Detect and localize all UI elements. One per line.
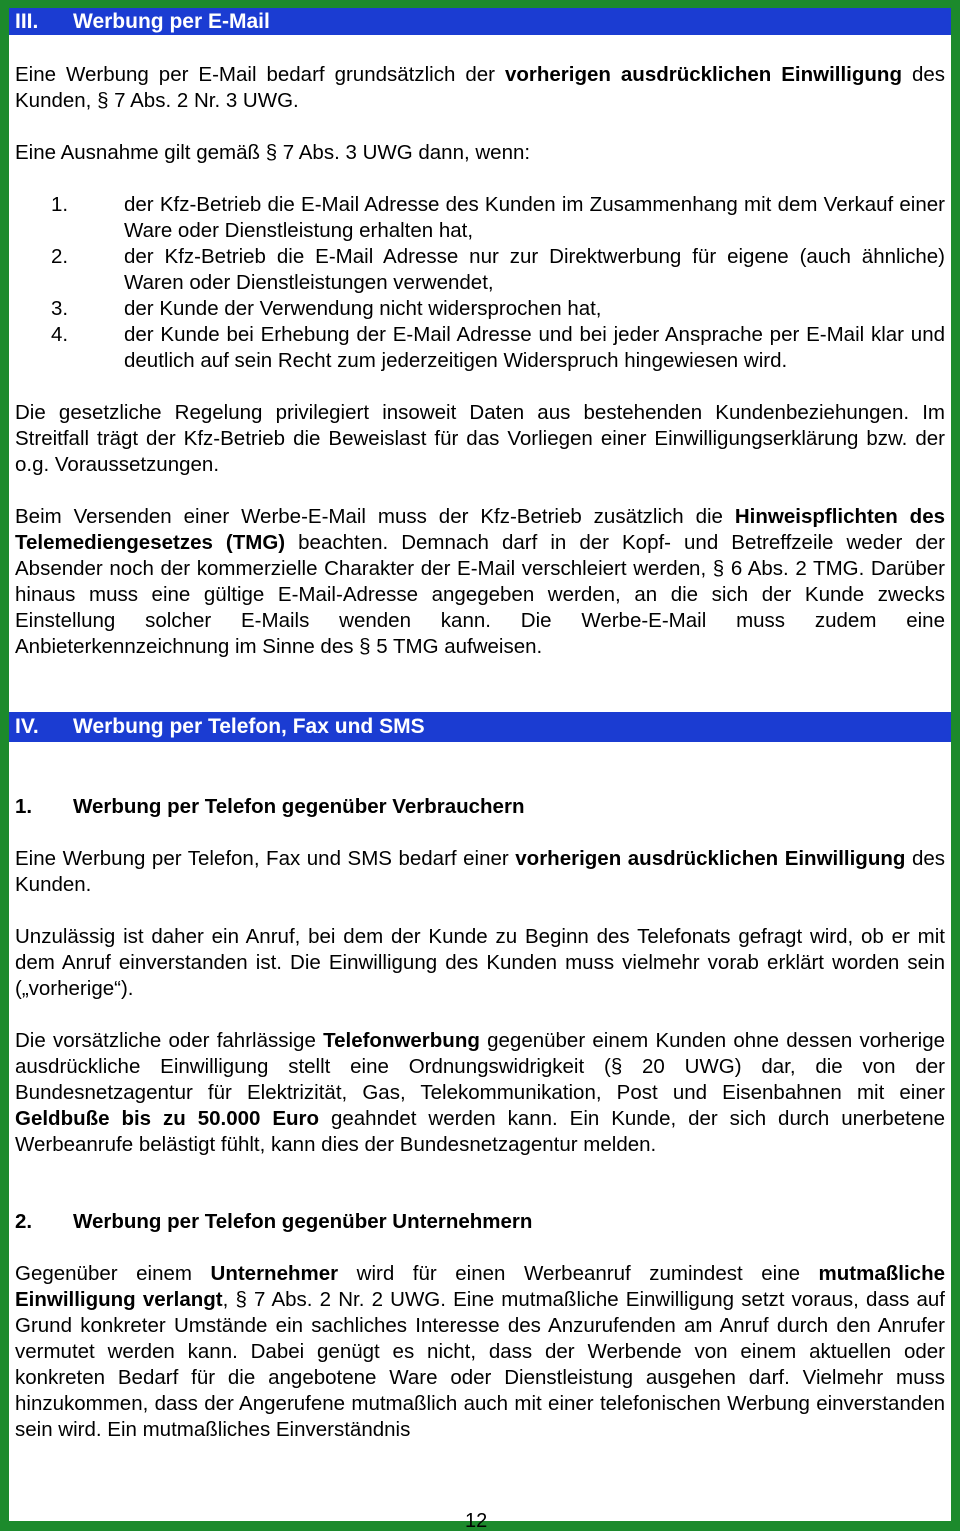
text: geahndet werden kann. Ein Kunde, der sich durch unerbetene Werbeanrufe belästigt fühlt, kann dies der Bundesnetzagentur melden. [15, 1107, 945, 1156]
text: gegenüber einem Kunden ohne dessen vorherige ausdrückliche Einwilligung stellt eine Ordnungswidrigkeit (§ 20 UWG) dar, die von der Bundesnetzagentur für Elektrizität, Gas, Telekommunikation, Post und Eisenbahnen mit einer [15, 1029, 945, 1104]
subsection-number: 2. [15, 1210, 33, 1233]
text: , § 7 Abs. 2 Nr. 2 UWG. Eine mutmaßliche Einwilligung setzt voraus, dass auf Grund konkreter Umstände ein sachliches Interesse des Anzurufenden am Anruf durch den Anrufer vermutet werden kann. Dabei genügt es nicht, dass der Werbende von einem aktuellen oder konkreten Bedarf für die angebotene Ware oder Dienstleistung ausgehen darf. Vielmehr muss hinzukommen, dass der Angerufene mutmaßlich auch mit einer telefonischen Werbung einverstanden sein wird. Ein mutmaßliches Einverständnis [15, 1288, 945, 1441]
text: Eine Werbung per E-Mail bedarf grundsätzlich der [15, 63, 505, 86]
list-text: der Kfz-Betrieb die E-Mail Adresse des Kunden im Zusammenhang mit dem Verkauf einer Ware oder Dienstleistung erhalten hat, [124, 193, 945, 242]
paragraph [15, 62, 945, 114]
bold-text: vorherigen ausdrücklichen Einwilligung [504, 63, 902, 86]
bold-text: vorherigen ausdrücklichen Einwilligung [515, 847, 906, 870]
subsection-number: 1. [15, 795, 33, 818]
list-number: 3. [51, 297, 69, 320]
list-text: der Kunde bei Erhebung der E-Mail Adresse und bei jeder Ansprache per E-Mail klar und deutlich auf sein Recht zum jederzeitigen Widerspruch hingewiesen wird. [124, 323, 945, 372]
section-title: Werbung per E-Mail [73, 10, 270, 33]
section-number: III. [15, 10, 39, 33]
page-number: 12 [465, 1510, 488, 1532]
bold-text: Hinweispflichten des Telemediengesetzes (TMG) [15, 505, 945, 554]
list-number: 4. [51, 323, 69, 346]
paragraph [15, 504, 945, 660]
subsection-heading [15, 1209, 945, 1235]
section-heading-telefon [9, 712, 951, 742]
text: Beim Versenden einer Werbe-E-Mail muss der Kfz-Betrieb zusätzlich die [15, 505, 735, 528]
subsection-verbraucher [9, 794, 951, 1158]
list-item [15, 296, 945, 322]
paragraph [15, 1261, 945, 1443]
section-email-body [9, 62, 951, 660]
paragraph [15, 1028, 945, 1158]
list-text: der Kfz-Betrieb die E-Mail Adresse nur zur Direktwerbung für eigene (auch ähnliche) Waren oder Dienstleistungen verwendet, [124, 245, 945, 294]
section-title: Werbung per Telefon, Fax und SMS [73, 715, 425, 738]
text: wird für einen Werbeanruf zumindest eine [338, 1262, 819, 1285]
list-number: 2. [51, 245, 69, 268]
subsection-unternehmer [9, 1209, 951, 1443]
bold-text: mutmaßliche Einwilligung verlangt [15, 1262, 945, 1311]
subsection-heading [15, 794, 945, 820]
text: Eine Werbung per Telefon, Fax und SMS bedarf einer [15, 847, 516, 870]
bold-text: Geldbuße bis zu 50.000 Euro [15, 1107, 320, 1130]
text: Die vorsätzliche oder fahrlässige [15, 1029, 324, 1052]
paragraph [15, 846, 945, 898]
paragraph: Unzulässig ist daher ein Anruf, bei dem der Kunde zu Beginn des Telefonats gefragt wird, ob er mit dem Anruf einverstanden ist. Die Einwilligung des Kunden muss vielmehr vorab erklärt worden sein („vorherige“). [15, 925, 945, 1000]
list-number: 1. [51, 193, 69, 216]
subsection-title: Werbung per Telefon gegenüber Unternehmern [73, 1210, 533, 1233]
list-text: der Kunde der Verwendung nicht widersprochen hat, [124, 297, 602, 320]
bold-text: Unternehmer [210, 1262, 339, 1285]
list-item [15, 192, 945, 244]
condition-list [15, 192, 945, 374]
list-item [15, 322, 945, 374]
text: des Kunden. [15, 847, 945, 896]
subsection-title: Werbung per Telefon gegenüber Verbrauchern [73, 795, 525, 818]
bold-text: Telefonwerbung [323, 1029, 480, 1052]
text: Gegenüber einem [15, 1262, 211, 1285]
text: des Kunden, § 7 Abs. 2 Nr. 3 UWG. [15, 63, 946, 112]
list-item [15, 244, 945, 296]
section-number: IV. [15, 715, 39, 738]
paragraph: Eine Ausnahme gilt gemäß § 7 Abs. 3 UWG dann, wenn: [15, 141, 531, 164]
text: beachten. Demnach darf in der Kopf- und Betreffzeile weder der Absender noch der kommerzielle Charakter der E-Mail verschleiert werden, § 6 Abs. 2 TMG. Darüber hinaus muss eine gültige E-Mail-Adresse angegeben werden, an die sich der Kunde zwecks Einstellung solcher E-Mails wenden kann. Die Werbe-E-Mail muss zudem eine Anbieterkennzeichnung im Sinne des § 5 TMG aufweisen. [15, 531, 945, 658]
paragraph: Die gesetzliche Regelung privilegiert insoweit Daten aus bestehenden Kundenbeziehungen. Im Streitfall trägt der Kfz-Betrieb die Beweislast für das Vorliegen einer Einwilligungserklärung bzw. der o.g. Voraussetzungen. [15, 401, 945, 476]
section-heading-email [9, 8, 951, 35]
